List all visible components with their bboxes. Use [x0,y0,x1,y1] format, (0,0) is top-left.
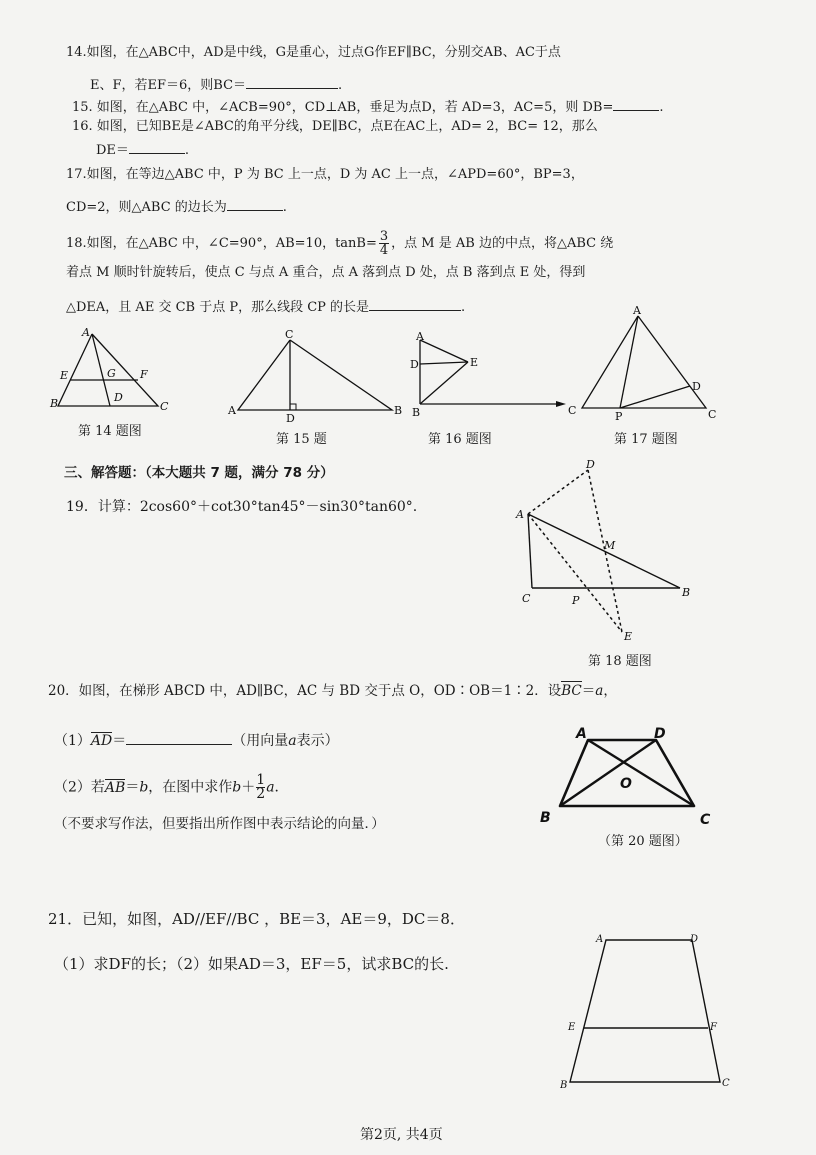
fig17-label-d: D [692,380,701,393]
fig14-label-f: F [140,368,148,381]
fig16-label-d: D [410,358,419,371]
q20-intro-text: 20．如图，在梯形 ABCD 中，AD∥BC，AC 与 BD 交于点 O，OD∶OB＝1∶2．设 [48,683,562,699]
q20-p1-note-vector: a [288,733,297,749]
fig21-label-e: E [568,1022,576,1033]
q20-p2-vector-b: b [139,779,149,796]
q20-intro [48,682,617,700]
q20-p1-answer-blank[interactable] [126,730,232,745]
q17-line1: 17.如图，在等边△ABC 中，P 为 BC 上一点，D 为 AC 上一点，∠APD=60°，BP=3， [66,167,584,182]
fig18-label-d: D [586,458,595,471]
q15-text: 15. 如图，在△ABC 中，∠ACB=90°，CD⊥AB，垂足为点D，若 AD=3，AC=5，则 DB= [72,100,614,115]
q15-end: . [659,100,664,115]
fig16-label-a: A [416,330,424,343]
fig14-label-d: D [114,391,123,404]
fig14-caption: 第 14 题图 [78,424,142,439]
q20-p1-vector-ad: AD [90,733,113,749]
q14-line2-end: . [338,78,343,93]
fig15-label-d: D [286,412,295,424]
q21-line1: 21．已知，如图，AD//EF//BC ，BE＝3，AE＝9，DC＝8． [48,910,465,928]
fig20-label-c: C [700,812,711,828]
q21-line2: （1）求DF的长；（2）如果AD＝3，EF＝5，试求BC的长. [54,955,449,973]
q20-p2-frac-num: 1 [256,772,266,788]
fig17-label-p: P [615,410,623,423]
figure-21 [560,928,740,1094]
fig18-caption: 第 18 题图 [588,654,652,669]
fig14-label-e: E [60,369,69,382]
q18-answer-blank[interactable] [369,296,461,311]
figure-17 [560,304,730,426]
fig17-label-a: A [633,304,641,317]
fig17-label-c1: C [568,404,577,417]
q18-line3 [66,296,465,317]
fig18-label-b: B [682,586,691,599]
q20-intro-vector-a: a [595,683,604,699]
q20-p1-note-end: 表示） [296,733,339,749]
q18-frac-den: 4 [379,243,389,258]
fig20-label-o: O [620,776,632,792]
q20-intro-end: ， [603,683,617,699]
q20-p2-expr-b: b [232,779,242,796]
fig16-label-b: B [412,406,421,419]
q20-p2-eq: ＝ [125,779,140,796]
fig15-label-a: A [228,404,236,417]
section3-heading: 三、解答题：（本大题共 7 题，满分 78 分） [64,465,334,481]
q20-part2 [54,774,289,801]
q20-p2-fraction [256,774,265,801]
fig20-label-d: D [654,726,666,742]
q19-line: 19．计算：2cos60°＋cot30°tan45°－sin30°tan60°. [66,499,418,515]
fig21-label-f: F [710,1022,717,1033]
fig15-label-b: B [394,404,403,417]
fig15-caption: 第 15 题 [276,432,327,447]
fig20-label-b: B [540,810,551,826]
fig17-label-c2: C [708,408,717,421]
q17-line2-text: CD=2，则△ABC 的边长为 [66,200,227,215]
fig15-label-c: C [285,328,294,341]
q20-p2-frac-den: 2 [256,786,266,802]
q15-answer-blank[interactable] [613,96,659,111]
fig21-label-b: B [560,1080,568,1091]
fig21-label-c: C [722,1078,730,1089]
q17-line2 [66,196,287,217]
q20-p2-vector-ab: AB [104,779,126,796]
q18-line1 [66,230,613,257]
q14-answer-blank[interactable] [246,74,338,89]
fig18-label-a: A [516,508,524,521]
figure-15 [226,328,406,424]
fig20-label-a: A [576,726,587,742]
figure-20 [536,722,726,830]
q14-line2 [90,74,342,95]
q15-line [72,96,664,117]
fig17-caption: 第 17 题图 [614,432,678,447]
fig20-caption: （第 20 题图） [598,834,688,849]
q14-line1: 14.如图，在△ABC中，AD是中线，G是重心，过点G作EF∥BC，分别交AB、AC于点 [66,45,561,60]
q20-part1 [54,730,339,750]
fig16-caption: 第 16 题图 [428,432,492,447]
q18-line1-b: ，点 M 是 AB 边的中点，将△ABC 绕 [391,236,614,251]
fig21-label-d: D [690,934,699,945]
q20-p2-end: ． [274,779,289,796]
fig14-label-c: C [160,400,169,413]
q18-line3-text: △DEA，且 AE 交 CB 于点 P，那么线段 CP 的长是 [66,300,370,315]
figure-16 [406,330,577,420]
q20-p1-number: （1） [54,733,91,749]
q18-line3-end: . [461,300,466,315]
q20-p1-eq: ＝ [112,733,127,749]
q20-intro-vector-bc: BC [561,683,582,699]
fig18-label-c: C [522,592,531,605]
q20-p2-expr-a: a [266,779,275,796]
q20-p1-note: （用向量 [232,733,289,749]
q18-line1-a: 18.如图，在△ABC 中，∠C=90°，AB=10，tanB= [66,236,377,251]
fig18-label-p: P [572,594,580,607]
q16-line2-end: . [184,143,190,158]
fig16-label-e: E [470,356,479,369]
q20-note: （不要求写作法，但要指出所作图中表示结论的向量．） [54,816,385,832]
q16-answer-blank[interactable] [129,139,185,154]
q17-line2-end: . [282,200,287,215]
figure-14 [48,326,178,418]
q20-intro-eq: ＝ [581,683,596,699]
fig14-label-a: A [82,326,90,339]
q20-p2-mid: ，在图中求作 [148,779,233,796]
q18-frac-num: 3 [379,229,389,244]
q20-p2-number: （2）若 [54,779,105,796]
q18-line2: 着点 M 顺时针旋转后，使点 C 与点 A 重合，点 A 落到点 D 处，点 B 落到点 E 处，得到 [66,265,586,280]
figure-18 [508,456,708,646]
q16-line2 [96,139,189,160]
fig21-label-a: A [596,934,604,945]
fig14-label-b: B [50,397,59,410]
q16-line1: 16. 如图，已知BE是∠ABC的角平分线，DE∥BC，点E在AC上，AD= 2，BC= 12，那么 [72,119,598,134]
q20-p2-plus: ＋ [241,779,256,796]
q14-line2-text: E、F，若EF＝6，则BC＝ [90,78,247,93]
fig18-label-e: E [624,630,633,643]
fig14-label-g: G [107,367,116,380]
fig18-label-m: M [604,539,616,552]
q18-fraction [379,230,389,257]
page-footer: 第2页, 共4页 [360,1127,443,1143]
q16-line2-text: DE＝ [96,143,129,158]
q17-answer-blank[interactable] [227,196,283,211]
